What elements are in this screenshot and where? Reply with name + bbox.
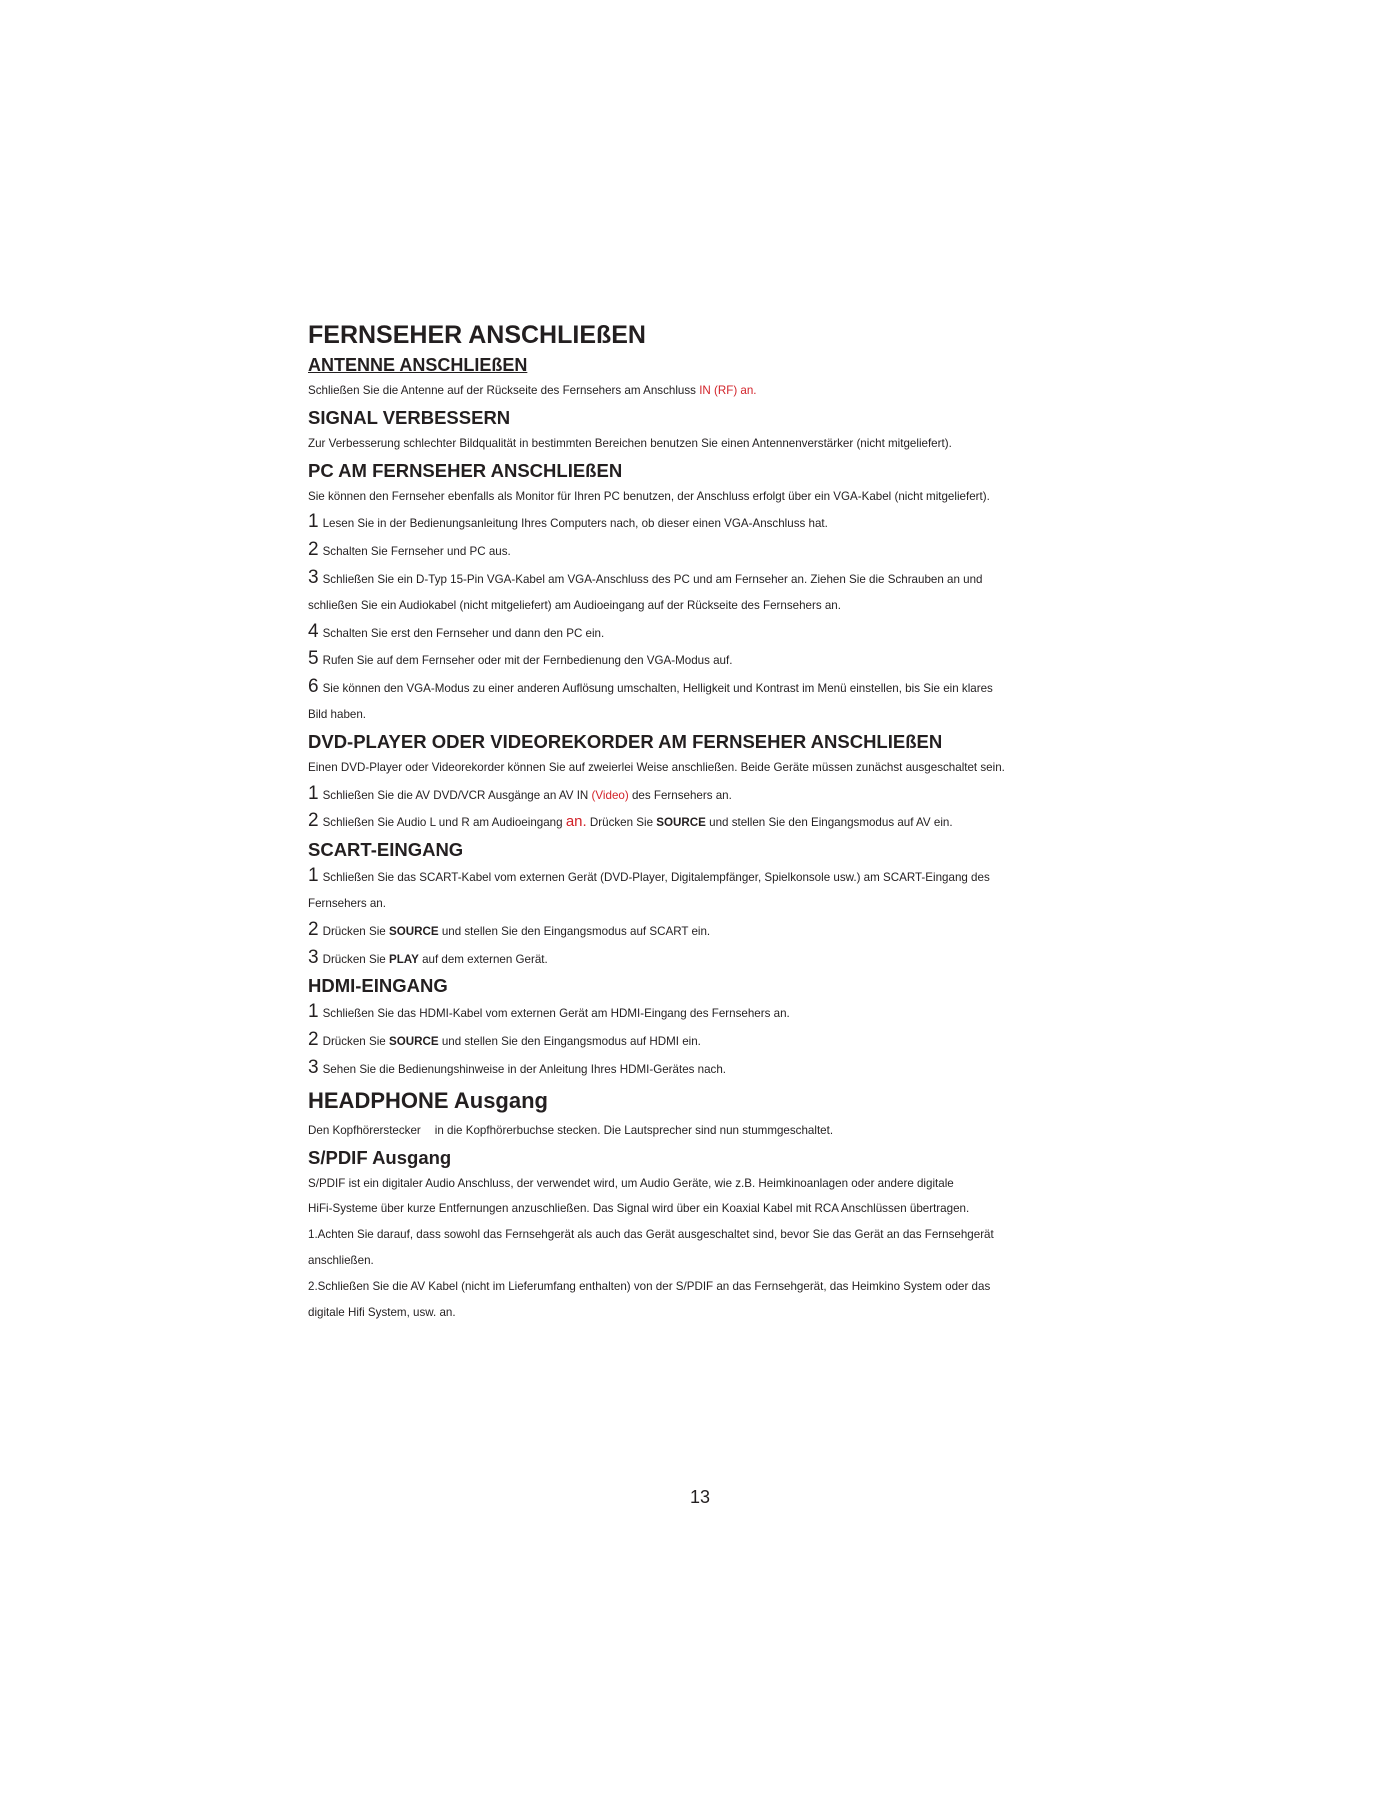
step-number: 3 xyxy=(308,946,319,968)
step-text-post: und stellen Sie den Eingangsmodus auf HDMI ein. xyxy=(441,1035,701,1049)
spdif-line: anschließen. xyxy=(308,1253,374,1267)
headphone-text-a: Den Kopfhörerstecker xyxy=(308,1123,421,1137)
signal-text: Zur Verbesserung schlechter Bildqualität in bestimmten Bereichen benutzen Sie einen Antennenverstärker (nicht mitgeliefert). xyxy=(308,436,952,450)
step-text: Schließen Sie das SCART-Kabel vom externen Gerät (DVD-Player, Digitalempfänger, Spielkonsole usw.) am SCART-Eingang des xyxy=(322,871,990,885)
step-text-pre: Drücken Sie xyxy=(322,924,386,938)
step-text-pre: Schließen Sie Audio L und R am Audioeingang xyxy=(322,816,563,830)
spdif-line: HiFi-Systeme über kurze Entfernungen anzuschließen. Das Signal wird über ein Koaxial Kabel mit RCA Anschlüssen übertragen. xyxy=(308,1202,970,1216)
spdif-line: S/PDIF ist ein digitaler Audio Anschluss, der verwendet wird, um Audio Geräte, wie z.B. Heimkinoanlagen oder andere digitale xyxy=(308,1176,954,1190)
step-text: Schließen Sie ein D-Typ 15-Pin VGA-Kabel am VGA-Anschluss des PC und am Fernseher an. Ziehen Sie die Schrauben an und xyxy=(322,572,983,586)
step-number: 2 xyxy=(308,539,319,561)
scart-heading: SCART-EINGANG xyxy=(308,839,464,861)
headphone-heading: HEADPHONE Ausgang xyxy=(308,1087,548,1113)
step-number: 1 xyxy=(308,511,319,533)
pc-step-2 xyxy=(308,537,1098,565)
step-text-post: und stellen Sie den Eingangsmodus auf SCART ein. xyxy=(441,924,711,938)
step-text: Schließen Sie das HDMI-Kabel vom externen Gerät am HDMI-Eingang des Fernsehers an. xyxy=(322,1007,790,1021)
dvd-step-1 xyxy=(308,781,1098,809)
scart-step-3 xyxy=(308,945,1098,973)
antenne-heading: ANTENNE ANSCHLIEßEN xyxy=(308,355,528,375)
scart-step-2 xyxy=(308,917,1098,945)
step-text: Sie können den VGA-Modus zu einer anderen Auflösung umschalten, Helligkeit und Kontrast im Menü einstellen, bis Sie ein klares xyxy=(322,682,993,696)
source-key: SOURCE xyxy=(656,816,706,830)
hdmi-step-3 xyxy=(308,1055,1098,1083)
pc-step-6 xyxy=(308,674,1098,702)
hdmi-heading: HDMI-EINGANG xyxy=(308,975,448,997)
step-number: 2 xyxy=(308,810,319,832)
page-title: FERNSEHER ANSCHLIEßEN xyxy=(308,321,646,349)
pc-heading: PC AM FERNSEHER ANSCHLIEßEN xyxy=(308,459,623,481)
step-text-pre: Drücken Sie xyxy=(322,1035,386,1049)
step-text: Schalten Sie Fernseher und PC aus. xyxy=(322,545,511,559)
step-text: Sehen Sie die Bedienungshinweise in der Anleitung Ihres HDMI-Gerätes nach. xyxy=(322,1062,727,1076)
step-number: 1 xyxy=(308,1001,319,1023)
step-number: 3 xyxy=(308,1056,319,1078)
pc-step-1 xyxy=(308,509,1098,537)
pc-step-3 xyxy=(308,565,1098,593)
spdif-line: 2.Schließen Sie die AV Kabel (nicht im Lieferumfang enthalten) von der S/PDIF an das Fernsehgerät, das Heimkino System oder das xyxy=(308,1279,991,1293)
pc-step-3-cont: schließen Sie ein Audiokabel (nicht mitgeliefert) am Audioeingang auf der Rückseite des Fernsehers an. xyxy=(308,598,841,612)
step-number: 5 xyxy=(308,648,319,670)
pc-step-6-cont: Bild haben. xyxy=(308,707,367,721)
step-number: 6 xyxy=(308,676,319,698)
step-number: 2 xyxy=(308,918,319,940)
step-number: 3 xyxy=(308,566,319,588)
step-text: Rufen Sie auf dem Fernseher oder mit der Fernbedienung den VGA-Modus auf. xyxy=(322,654,733,668)
headphone-text-b: in die Kopfhörerbuchse stecken. Die Lautsprecher sind nun stummgeschaltet. xyxy=(434,1123,834,1137)
signal-heading: SIGNAL VERBESSERN xyxy=(308,406,511,428)
video-highlight: (Video) xyxy=(591,788,629,802)
antenne-highlight: IN (RF) an. xyxy=(699,384,757,397)
pc-step-4 xyxy=(308,619,1098,647)
dvd-heading: DVD-PLAYER ODER VIDEOREKORDER AM FERNSEHER ANSCHLIEßEN xyxy=(308,730,943,752)
pc-intro: Sie können den Fernseher ebenfalls als Monitor für Ihren PC benutzen, der Anschluss erfolgt über ein VGA-Kabel (nicht mitgeliefert). xyxy=(308,489,990,503)
page-content xyxy=(308,318,1098,1325)
source-key: SOURCE xyxy=(388,924,439,938)
page-number: 13 xyxy=(689,1487,711,1507)
scart-step-1-cont: Fernsehers an. xyxy=(308,896,386,910)
hdmi-step-2 xyxy=(308,1027,1098,1055)
spdif-line: 1.Achten Sie darauf, dass sowohl das Fernsehgerät als auch das Gerät ausgeschaltet sind, bevor Sie das Gerät an das Fernsehgerät xyxy=(308,1228,994,1242)
step-text-pre: Schließen Sie die AV DVD/VCR Ausgänge an AV IN xyxy=(322,788,589,802)
step-text: Lesen Sie in der Bedienungsanleitung Ihres Computers nach, ob dieser einen VGA-Anschluss hat. xyxy=(322,517,828,531)
step-text: Schalten Sie erst den Fernseher und dann den PC ein. xyxy=(322,626,605,640)
an-highlight: an. xyxy=(565,813,587,831)
source-key: SOURCE xyxy=(388,1035,439,1049)
antenne-text xyxy=(308,378,1098,404)
step-number: 2 xyxy=(308,1029,319,1051)
pc-step-5 xyxy=(308,646,1098,674)
play-key: PLAY xyxy=(388,952,419,966)
step-text-mid: Drücken Sie xyxy=(589,816,654,830)
step-number: 1 xyxy=(308,865,319,887)
dvd-step-2 xyxy=(308,808,1098,836)
step-text-post: und stellen Sie den Eingangsmodus auf AV ein. xyxy=(709,816,953,830)
scart-step-1 xyxy=(308,863,1098,891)
hdmi-step-1 xyxy=(308,999,1098,1027)
headphone-text xyxy=(308,1118,1098,1144)
step-text-post: auf dem externen Gerät. xyxy=(422,952,548,966)
spdif-line: digitale Hifi System, usw. an. xyxy=(308,1305,456,1319)
step-number: 4 xyxy=(308,620,319,642)
step-number: 1 xyxy=(308,782,319,804)
step-text-pre: Drücken Sie xyxy=(322,952,386,966)
step-text-post: des Fernsehers an. xyxy=(631,788,732,802)
antenne-text-main: Schließen Sie die Antenne auf der Rückseite des Fernsehers am Anschluss xyxy=(308,384,696,397)
dvd-intro: Einen DVD-Player oder Videorekorder können Sie auf zweierlei Weise anschließen. Beide Geräte müssen zunächst ausgeschaltet sein. xyxy=(308,760,1005,774)
spdif-heading: S/PDIF Ausgang xyxy=(308,1146,452,1168)
